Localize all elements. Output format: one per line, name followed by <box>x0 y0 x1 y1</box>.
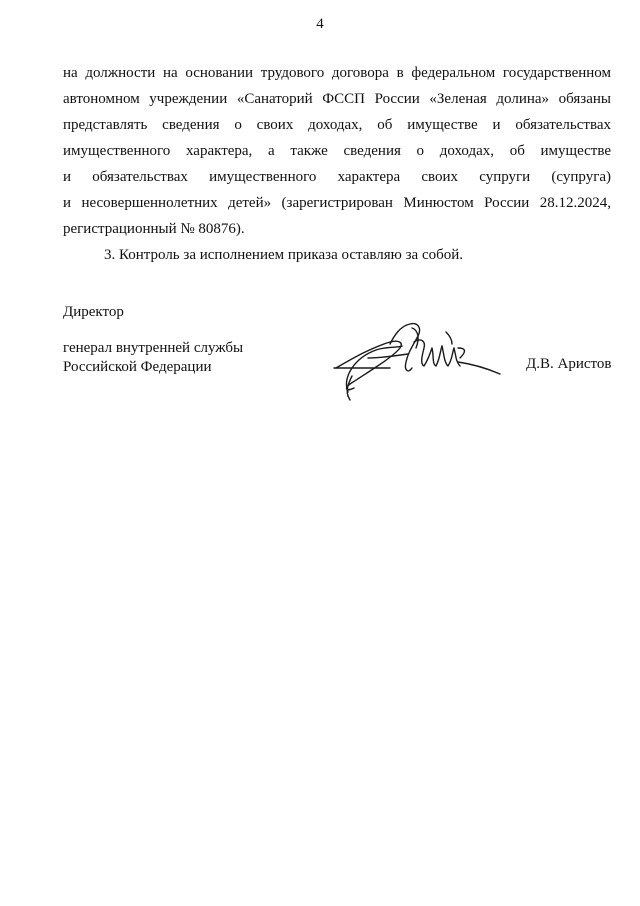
body-line: и обязательствах имущественного характера своих супруги (супруга) <box>63 169 611 185</box>
handwritten-signature <box>328 318 508 402</box>
body-line: регистрационный № 80876). <box>63 221 245 237</box>
body-line: на должности на основании трудового договора в федеральном государственном <box>63 65 611 81</box>
signer-rank <box>63 339 243 377</box>
paragraph-3: 3. Контроль за исполнением приказа оставляю за собой. <box>104 247 464 263</box>
signer-name: Д.В. Аристов <box>526 356 612 372</box>
signer-rank-line: генерал внутренней службы <box>63 340 244 356</box>
page-number: 4 <box>316 16 324 32</box>
body-line: и несовершеннолетних детей» (зарегистрирован Минюстом России 28.12.2024, <box>63 195 611 211</box>
body-line: имущественного характера, а также сведения о доходах, об имуществе <box>63 143 611 159</box>
body-line: автономном учреждении «Санаторий ФССП России «Зеленая долина» обязаны <box>63 91 611 107</box>
signer-rank-line: Российской Федерации <box>63 359 212 375</box>
document-body <box>63 60 611 268</box>
body-line: представлять сведения о своих доходах, об имуществе и обязательствах <box>63 117 611 133</box>
signer-position: Директор <box>63 304 124 320</box>
